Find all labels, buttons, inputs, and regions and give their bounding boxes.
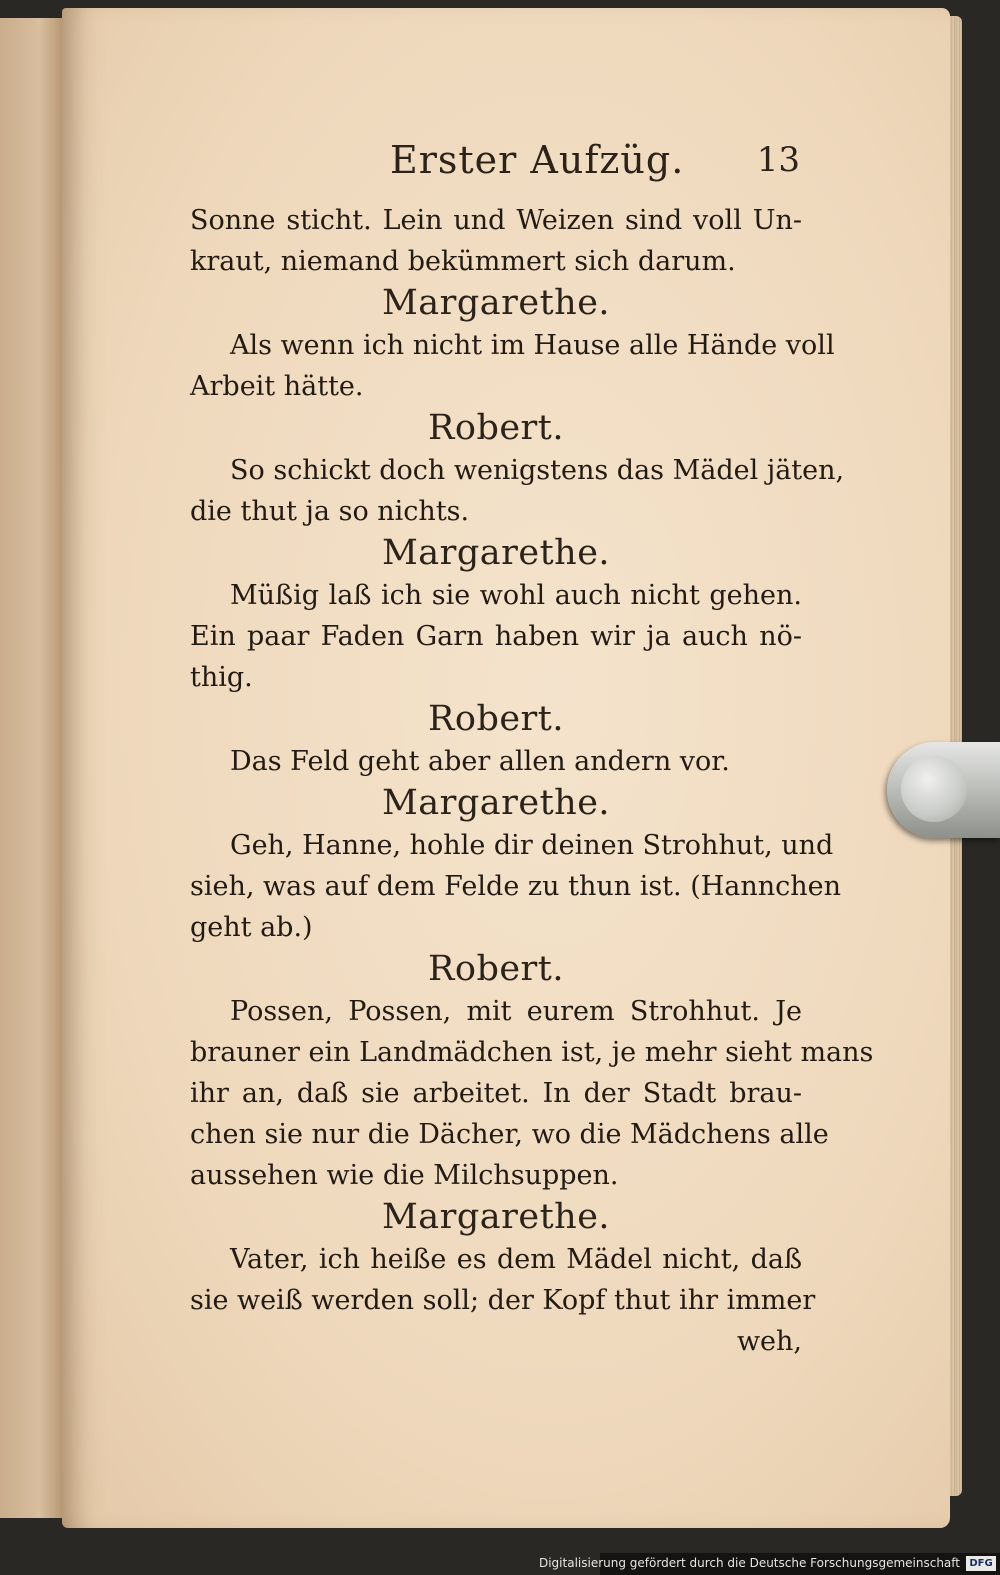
text-line: Arbeit hätte. bbox=[190, 371, 364, 402]
text-line: thig. bbox=[190, 662, 253, 693]
speaker-name: Robert. bbox=[428, 949, 564, 989]
text-line: geht ab.) bbox=[190, 912, 313, 943]
speaker-name: Robert. bbox=[428, 699, 564, 739]
text-line: sieh, was auf dem Felde zu thun ist. (Hannchen bbox=[190, 871, 842, 902]
dfg-logo: DFG bbox=[966, 1556, 996, 1571]
text-line: Ein paar Faden Garn haben wir ja auch nö- bbox=[190, 621, 802, 652]
text-line: Müßig laß ich sie wohl auch nicht gehen. bbox=[230, 580, 802, 611]
footer-credit: Digitalisierung gefördert durch die Deutsche Forschungsgemeinschaft bbox=[538, 1556, 960, 1570]
text-line: Possen, Possen, mit eurem Strohhut. Je bbox=[230, 996, 802, 1027]
text-line: die thut ja so nichts. bbox=[190, 496, 470, 527]
page-header bbox=[190, 138, 800, 188]
running-title: Erster Aufzüg. bbox=[390, 138, 685, 182]
text-line: Sonne sticht. Lein und Weizen sind voll Un- bbox=[190, 205, 802, 236]
text-line: sie weiß werden soll; der Kopf thut ihr immer bbox=[190, 1285, 816, 1316]
text-line: Das Feld geht aber allen andern vor. bbox=[230, 746, 730, 777]
page-clip-knob bbox=[901, 756, 967, 822]
text-line: Geh, Hanne, hohle dir deinen Strohhut, und bbox=[230, 830, 834, 861]
speaker-name: Margarethe. bbox=[381, 533, 611, 573]
speaker-name: Margarethe. bbox=[381, 783, 611, 823]
text-line: Als wenn ich nicht im Hause alle Hände voll bbox=[230, 330, 835, 361]
page-clip bbox=[887, 742, 1000, 838]
page-number: 13 bbox=[756, 140, 800, 180]
speaker-name: Robert. bbox=[428, 408, 564, 448]
text-line: So schickt doch wenigstens das Mädel jäten, bbox=[230, 455, 845, 486]
text-line: aussehen wie die Milchsuppen. bbox=[190, 1160, 619, 1191]
text-line: ihr an, daß sie arbeitet. In der Stadt brau- bbox=[190, 1078, 802, 1109]
speaker-name: Margarethe. bbox=[381, 1197, 611, 1237]
text-line: brauner ein Landmädchen ist, je mehr sieht mans bbox=[190, 1037, 874, 1068]
text-line: kraut, niemand bekümmert sich darum. bbox=[190, 246, 736, 277]
text-line: weh, bbox=[736, 1326, 802, 1357]
page-text bbox=[190, 200, 874, 1362]
text-line: Vater, ich heiße es dem Mädel nicht, daß bbox=[230, 1244, 802, 1275]
footer-bar bbox=[538, 1553, 1000, 1575]
text-line: chen sie nur die Dächer, wo die Mädchens alle bbox=[190, 1119, 829, 1150]
speaker-name: Margarethe. bbox=[381, 283, 611, 323]
